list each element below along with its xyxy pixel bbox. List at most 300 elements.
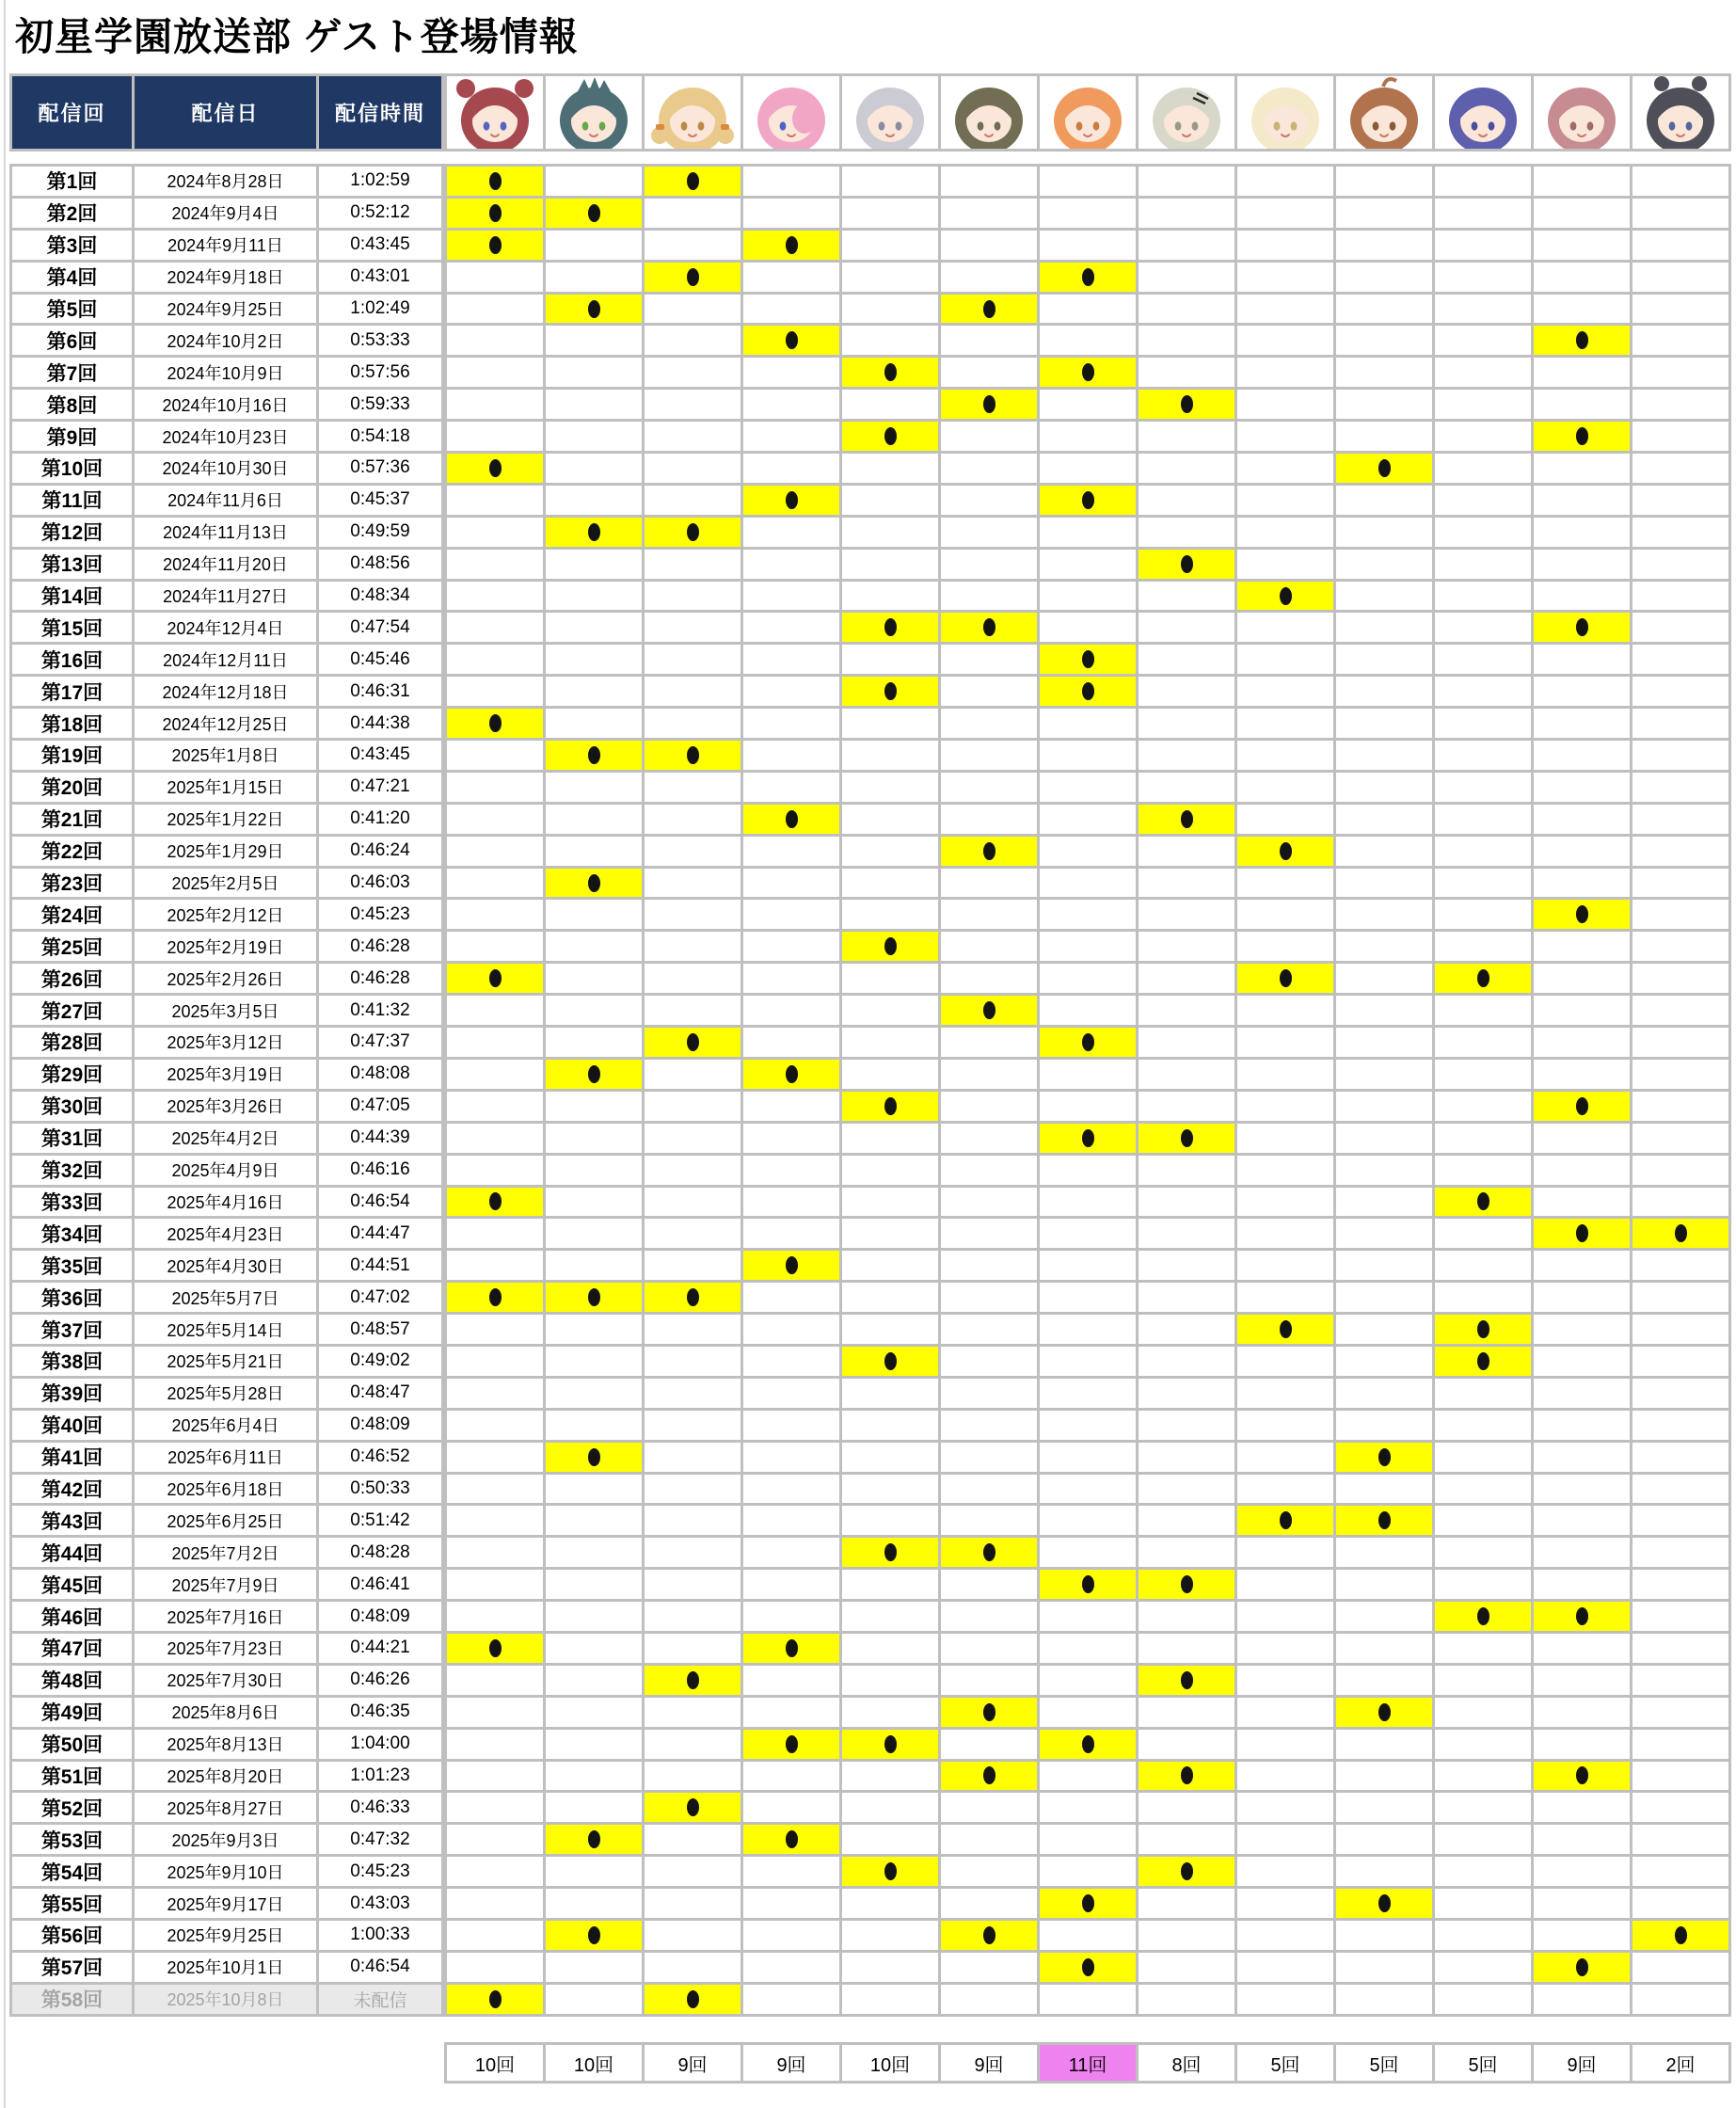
appearance-dot (588, 523, 600, 541)
episode-number-cell: 第8回 (12, 390, 132, 419)
appearance-cell-empty (1336, 326, 1432, 355)
appearance-cell-empty (1139, 1060, 1234, 1089)
appearance-cell-empty (842, 1315, 938, 1344)
appearance-cell-empty (645, 1825, 741, 1854)
appearance-cell-empty (941, 550, 1037, 579)
appearance-cell-empty (1435, 1443, 1531, 1472)
appearance-cell-marked (546, 1443, 642, 1472)
appearance-cell-empty (1336, 199, 1432, 228)
duration-cell: 0:48:08 (319, 1060, 441, 1089)
appearance-cell-empty (1336, 1156, 1432, 1185)
appearance-cell-empty (1435, 1666, 1531, 1695)
appearance-cell-empty (1237, 1698, 1333, 1727)
total-count-cell: 5回 (1336, 2045, 1432, 2081)
duration-cell: 0:46:26 (319, 1666, 441, 1695)
appearance-cell-empty (941, 263, 1037, 292)
duration-cell: 0:48:34 (319, 582, 441, 611)
appearance-cell-empty (447, 1698, 543, 1727)
appearance-dot (1477, 1607, 1489, 1625)
broadcast-date-cell: 2025年1月29日 (135, 837, 316, 866)
appearance-cell-empty (1237, 358, 1333, 387)
episode-number-cell: 第22回 (12, 837, 132, 866)
appearance-cell-empty (1534, 1538, 1630, 1567)
appearance-cell-empty (546, 1889, 642, 1918)
appearance-dot (489, 204, 502, 222)
appearance-cell-empty (1336, 1315, 1432, 1344)
appearance-cell-empty (743, 1793, 839, 1822)
appearance-cell-empty (1534, 1443, 1630, 1472)
appearance-cell-empty (1632, 869, 1728, 898)
appearance-cell-empty (1534, 1283, 1630, 1312)
episode-number-cell: 第40回 (12, 1411, 132, 1440)
broadcast-date-cell: 2025年5月28日 (135, 1379, 316, 1408)
appearance-cell-empty (447, 295, 543, 324)
appearance-cell-empty (1336, 1251, 1432, 1280)
appearance-cell-empty (645, 869, 741, 898)
appearance-cell-empty (743, 1570, 839, 1599)
appearance-dot (1576, 1958, 1588, 1976)
appearance-cell-empty (1435, 486, 1531, 515)
appearance-cell-empty (645, 1602, 741, 1631)
appearance-dot (1082, 1575, 1094, 1593)
appearance-cell-empty (447, 645, 543, 674)
appearance-cell-marked (842, 1347, 938, 1376)
appearance-cell-empty (447, 741, 543, 770)
total-count-cell: 9回 (645, 2045, 741, 2081)
appearance-cell-marked (1534, 900, 1630, 929)
appearance-cell-empty (1336, 773, 1432, 802)
appearance-cell-empty (1632, 390, 1728, 419)
guest-13-dark-twin-buns-avatar-icon (1632, 76, 1728, 149)
appearance-dot (1378, 1511, 1391, 1529)
guest-11-violet-blue-avatar-icon (1435, 76, 1531, 149)
appearance-cell-empty (447, 1506, 543, 1535)
appearance-cell-empty (1632, 326, 1728, 355)
appearance-cell-empty (1534, 550, 1630, 579)
appearance-cell-empty (1237, 1762, 1333, 1791)
appearance-cell-empty (1534, 1475, 1630, 1504)
appearance-cell-empty (1040, 167, 1136, 196)
appearance-cell-empty (743, 1889, 839, 1918)
appearance-cell-empty (645, 550, 741, 579)
appearance-cell-empty (1336, 1060, 1432, 1089)
appearance-cell-empty (1632, 518, 1728, 547)
appearance-cell-empty (1435, 1857, 1531, 1886)
appearance-cell-empty (941, 1028, 1037, 1057)
appearance-cell-empty (842, 1506, 938, 1535)
appearance-cell-empty (941, 932, 1037, 961)
broadcast-date-cell: 2025年9月3日 (135, 1825, 316, 1854)
appearance-cell-empty (1139, 900, 1234, 929)
guest-1-red-twin-buns-avatar-icon (447, 76, 543, 149)
appearance-cell-empty (1632, 1475, 1728, 1504)
appearance-cell-empty (1237, 167, 1333, 196)
appearance-cell-marked (1237, 1315, 1333, 1344)
total-count-cell: 9回 (743, 2045, 839, 2081)
duration-cell: 1:02:59 (319, 167, 441, 196)
appearance-cell-empty (1336, 1475, 1432, 1504)
appearance-cell-empty (1632, 1730, 1728, 1759)
appearance-cell-marked (1139, 550, 1234, 579)
appearance-cell-empty (1435, 422, 1531, 451)
appearance-cell-marked (1139, 805, 1234, 834)
appearance-cell-empty (1139, 1506, 1234, 1535)
appearance-cell-empty (941, 1506, 1037, 1535)
episode-number-cell: 第58回 (12, 1985, 132, 2014)
appearance-cell-empty (546, 1506, 642, 1535)
appearance-cell-empty (743, 1347, 839, 1376)
column-header-episode: 配信回 (12, 76, 132, 149)
appearance-cell-empty (1534, 390, 1630, 419)
appearance-cell-empty (1139, 1602, 1234, 1631)
duration-cell: 0:43:03 (319, 1889, 441, 1918)
appearance-cell-empty (1336, 1283, 1432, 1312)
appearance-cell-marked (1040, 1028, 1136, 1057)
appearance-cell-empty (645, 1443, 741, 1472)
appearance-cell-empty (1336, 263, 1432, 292)
appearance-cell-empty (743, 167, 839, 196)
appearance-dot (1378, 1703, 1391, 1721)
total-count-cell: 8回 (1139, 2045, 1234, 2081)
appearance-cell-empty (941, 1092, 1037, 1121)
appearance-cell-empty (743, 869, 839, 898)
appearance-cell-empty (1435, 263, 1531, 292)
appearance-dot (884, 1735, 897, 1753)
appearance-cell-marked (1336, 1443, 1432, 1472)
appearance-cell-marked (645, 1283, 741, 1312)
duration-cell: 0:44:38 (319, 709, 441, 738)
appearance-cell-marked (842, 613, 938, 642)
appearance-cell-empty (1435, 1156, 1531, 1185)
appearance-cell-empty (842, 1602, 938, 1631)
duration-cell: 0:48:09 (319, 1411, 441, 1440)
appearance-dot (489, 459, 502, 477)
appearance-cell-marked (546, 295, 642, 324)
broadcast-date-cell: 2025年3月26日 (135, 1092, 316, 1121)
appearance-dot (983, 842, 995, 860)
appearance-cell-empty (1040, 1921, 1136, 1950)
appearance-cell-empty (1237, 1124, 1333, 1153)
appearance-cell-empty (1237, 1570, 1333, 1599)
appearance-cell-empty (1435, 1028, 1531, 1057)
appearance-dot (1477, 1192, 1489, 1210)
appearance-cell-empty (1435, 1762, 1531, 1791)
appearance-cell-empty (842, 1825, 938, 1854)
appearance-cell-empty (546, 231, 642, 260)
appearance-cell-empty (546, 167, 642, 196)
appearance-cell-empty (842, 1251, 938, 1280)
appearance-cell-empty (941, 1283, 1037, 1312)
appearance-cell-empty (447, 1219, 543, 1248)
broadcast-date-cell: 2025年6月11日 (135, 1443, 316, 1472)
appearance-cell-empty (1139, 263, 1234, 292)
appearance-cell-empty (1139, 709, 1234, 738)
episode-number-cell: 第2回 (12, 199, 132, 228)
appearance-cell-marked (842, 1538, 938, 1567)
appearance-cell-empty (546, 1475, 642, 1504)
appearance-cell-marked (1534, 326, 1630, 355)
episode-number-cell: 第36回 (12, 1283, 132, 1312)
appearance-cell-empty (1435, 900, 1531, 929)
appearance-cell-empty (743, 1411, 839, 1440)
appearance-cell-empty (1040, 1443, 1136, 1472)
appearance-dot (1477, 969, 1489, 987)
appearance-cell-empty (1139, 295, 1234, 324)
duration-cell: 0:46:54 (319, 1188, 441, 1217)
appearance-cell-empty (1435, 805, 1531, 834)
appearance-cell-empty (546, 1985, 642, 2014)
appearance-cell-empty (645, 1315, 741, 1344)
appearance-cell-marked (743, 231, 839, 260)
appearance-cell-empty (1534, 582, 1630, 611)
appearance-cell-empty (546, 964, 642, 993)
appearance-cell-empty (941, 231, 1037, 260)
appearance-cell-empty (1632, 1124, 1728, 1153)
appearance-cell-empty (546, 326, 642, 355)
appearance-cell-empty (1040, 1666, 1136, 1695)
duration-cell: 0:46:16 (319, 1156, 441, 1185)
appearance-cell-empty (743, 454, 839, 483)
appearance-cell-empty (1534, 1793, 1630, 1822)
appearance-cell-marked (1534, 613, 1630, 642)
appearance-cell-empty (743, 1666, 839, 1695)
appearance-cell-empty (1139, 1156, 1234, 1185)
appearance-cell-empty (1139, 1283, 1234, 1312)
appearance-cell-empty (645, 613, 741, 642)
appearance-cell-empty (546, 1538, 642, 1567)
appearance-cell-empty (1336, 805, 1432, 834)
appearance-cell-empty (447, 1315, 543, 1344)
appearance-cell-empty (1336, 231, 1432, 260)
appearance-cell-empty (842, 1762, 938, 1791)
appearance-cell-empty (1534, 295, 1630, 324)
appearance-cell-empty (1237, 1730, 1333, 1759)
episode-number-cell: 第3回 (12, 231, 132, 260)
appearance-dot (1082, 1894, 1094, 1912)
appearance-cell-empty (842, 326, 938, 355)
appearance-cell-empty (1237, 1634, 1333, 1663)
appearance-cell-marked (1040, 645, 1136, 674)
appearance-cell-empty (842, 996, 938, 1025)
appearance-cell-empty (842, 1666, 938, 1695)
appearance-cell-empty (546, 1953, 642, 1982)
appearance-cell-empty (1632, 1538, 1728, 1567)
appearance-cell-empty (842, 1793, 938, 1822)
appearance-cell-empty (941, 1985, 1037, 2014)
totals-row (444, 2042, 1731, 2084)
appearance-cell-empty (546, 1156, 642, 1185)
appearance-cell-empty (1336, 1092, 1432, 1121)
appearance-dot (489, 1288, 502, 1306)
appearance-cell-empty (1534, 263, 1630, 292)
appearance-cell-empty (1237, 326, 1333, 355)
appearance-cell-empty (645, 1506, 741, 1535)
appearance-cell-empty (447, 1570, 543, 1599)
appearance-dot (489, 1990, 502, 2008)
appearance-cell-empty (842, 1570, 938, 1599)
appearance-cell-marked (941, 1921, 1037, 1950)
appearance-cell-empty (1336, 550, 1432, 579)
appearance-cell-empty (645, 837, 741, 866)
appearance-cell-empty (1435, 199, 1531, 228)
appearance-dot (687, 1990, 699, 2008)
appearance-cell-marked (645, 1666, 741, 1695)
appearance-dot (1477, 1320, 1489, 1338)
appearance-cell-marked (447, 199, 543, 228)
appearance-cell-marked (1139, 1762, 1234, 1791)
appearance-cell-empty (1237, 869, 1333, 898)
appearance-cell-empty (1534, 1570, 1630, 1599)
appearance-cell-empty (941, 358, 1037, 387)
episode-number-cell: 第28回 (12, 1028, 132, 1057)
appearance-cell-empty (1237, 773, 1333, 802)
appearance-cell-empty (1534, 773, 1630, 802)
appearance-cell-empty (1435, 454, 1531, 483)
broadcast-date-cell: 2024年11月27日 (135, 582, 316, 611)
broadcast-date-cell: 2024年10月16日 (135, 390, 316, 419)
appearance-cell-empty (941, 454, 1037, 483)
appearance-cell-empty (743, 390, 839, 419)
appearance-dot (1181, 1862, 1193, 1880)
appearance-dot (1280, 1320, 1292, 1338)
broadcast-date-cell: 2024年11月20日 (135, 550, 316, 579)
appearance-cell-empty (645, 964, 741, 993)
appearance-cell-empty (743, 1985, 839, 2014)
appearance-cell-empty (1632, 964, 1728, 993)
appearance-cell-empty (1632, 1634, 1728, 1663)
appearance-dot (1082, 1958, 1094, 1976)
episode-number-cell: 第21回 (12, 805, 132, 834)
appearance-cell-empty (1237, 1857, 1333, 1886)
appearance-dot (687, 746, 699, 764)
appearance-cell-empty (1534, 231, 1630, 260)
appearance-cell-marked (1139, 390, 1234, 419)
appearance-cell-empty (1534, 996, 1630, 1025)
appearance-cell-marked (1336, 1889, 1432, 1918)
appearance-cell-empty (1237, 900, 1333, 929)
appearance-cell-empty (1139, 773, 1234, 802)
appearance-cell-marked (743, 805, 839, 834)
appearance-cell-empty (1336, 613, 1432, 642)
appearance-cell-marked (1040, 358, 1136, 387)
broadcast-date-cell: 2025年4月2日 (135, 1124, 316, 1153)
appearance-cell-empty (1435, 709, 1531, 738)
appearance-dot (884, 1862, 897, 1880)
appearance-cell-empty (1336, 900, 1432, 929)
appearance-cell-empty (1336, 709, 1432, 738)
appearance-cell-empty (1534, 1315, 1630, 1344)
appearance-cell-marked (1435, 1602, 1531, 1631)
appearance-cell-empty (1139, 932, 1234, 961)
broadcast-date-cell: 2025年5月14日 (135, 1315, 316, 1344)
broadcast-date-cell: 2024年11月6日 (135, 486, 316, 515)
appearance-cell-empty (546, 454, 642, 483)
appearance-cell-empty (1336, 1124, 1432, 1153)
appearance-cell-empty (941, 1570, 1037, 1599)
appearance-cell-empty (1534, 677, 1630, 706)
appearance-cell-empty (1237, 422, 1333, 451)
total-count-cell: 10回 (842, 2045, 938, 2081)
duration-cell: 0:54:18 (319, 422, 441, 451)
appearance-cell-empty (1237, 1283, 1333, 1312)
appearance-cell-empty (1632, 1825, 1728, 1854)
appearance-cell-empty (546, 390, 642, 419)
broadcast-date-cell: 2025年6月25日 (135, 1506, 316, 1535)
appearance-cell-empty (645, 1188, 741, 1217)
appearance-cell-empty (1237, 613, 1333, 642)
appearance-cell-empty (743, 1379, 839, 1408)
broadcast-date-cell: 2025年3月5日 (135, 996, 316, 1025)
appearance-cell-marked (1534, 1762, 1630, 1791)
appearance-cell-empty (1632, 1156, 1728, 1185)
appearance-cell-empty (447, 1730, 543, 1759)
appearance-cell-empty (941, 964, 1037, 993)
appearance-cell-marked (645, 741, 741, 770)
appearance-cell-empty (546, 677, 642, 706)
broadcast-date-cell: 2024年9月18日 (135, 263, 316, 292)
appearance-cell-empty (1237, 1188, 1333, 1217)
appearance-cell-empty (1040, 582, 1136, 611)
duration-cell: 0:48:47 (319, 1379, 441, 1408)
appearance-dot (1576, 905, 1588, 923)
appearance-cell-marked (941, 837, 1037, 866)
appearance-cell-empty (743, 996, 839, 1025)
appearance-cell-empty (546, 709, 642, 738)
appearance-cell-empty (842, 1219, 938, 1248)
duration-cell: 0:53:33 (319, 326, 441, 355)
appearance-cell-empty (546, 1092, 642, 1121)
appearance-cell-empty (1534, 1156, 1630, 1185)
appearance-cell-marked (842, 677, 938, 706)
appearance-cell-empty (447, 1028, 543, 1057)
appearance-cell-empty (645, 805, 741, 834)
duration-cell: 0:51:42 (319, 1506, 441, 1535)
appearance-cell-empty (842, 900, 938, 929)
appearance-cell-empty (1534, 1889, 1630, 1918)
appearance-dot (489, 969, 502, 987)
broadcast-date-cell: 2024年11月13日 (135, 518, 316, 547)
duration-cell: 0:59:33 (319, 390, 441, 419)
appearance-cell-empty (1237, 1347, 1333, 1376)
appearance-dot (687, 1671, 699, 1689)
appearance-cell-marked (941, 1762, 1037, 1791)
appearance-dot (1082, 491, 1094, 509)
appearance-cell-empty (1040, 1060, 1136, 1089)
episode-number-cell: 第1回 (12, 167, 132, 196)
appearance-cell-empty (1534, 454, 1630, 483)
appearance-cell-empty (1139, 741, 1234, 770)
appearance-cell-empty (842, 805, 938, 834)
appearance-cell-empty (941, 741, 1037, 770)
appearance-cell-empty (1040, 1602, 1136, 1631)
appearance-cell-marked (1139, 1666, 1234, 1695)
appearance-cell-empty (842, 486, 938, 515)
appearance-cell-empty (1435, 677, 1531, 706)
appearance-cell-empty (743, 677, 839, 706)
appearance-cell-empty (1040, 709, 1136, 738)
appearance-cell-marked (447, 167, 543, 196)
appearance-cell-empty (447, 1156, 543, 1185)
appearance-cell-empty (842, 773, 938, 802)
appearance-cell-empty (1139, 1634, 1234, 1663)
appearance-dot (983, 1543, 995, 1561)
appearance-cell-empty (1139, 1219, 1234, 1248)
broadcast-date-cell: 2025年7月16日 (135, 1602, 316, 1631)
appearance-cell-empty (842, 454, 938, 483)
appearance-cell-marked (1336, 454, 1432, 483)
appearance-dot (1477, 1352, 1489, 1370)
appearance-cell-empty (645, 1251, 741, 1280)
